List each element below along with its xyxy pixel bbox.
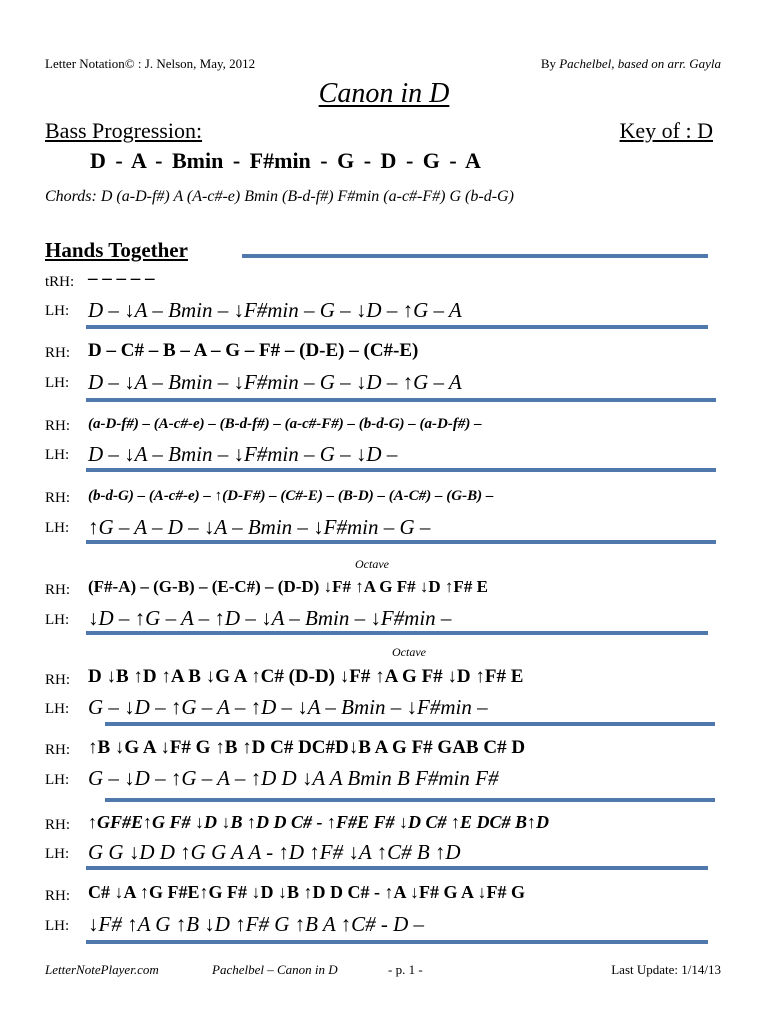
- notes-lh: ↑G – A – D – ↓A – Bmin – ↓F#min – G –: [88, 515, 431, 539]
- row-label: LH:: [45, 918, 70, 934]
- row-label: LH:: [45, 846, 70, 862]
- divider: [86, 325, 708, 329]
- notes-rh: ↑B ↓G A ↓F# G ↑B ↑D C# DC#D↓B A G F# GAB C# D: [88, 737, 526, 758]
- notes-rh: (a-D-f#) – (A-c#-e) – (B-d-f#) – (a-c#-F#) – (b-d-G) – (a-D-f#) –: [88, 416, 482, 432]
- divider: [86, 468, 716, 472]
- divider: [105, 798, 715, 802]
- header-right-credit: Pachelbel, based on arr. Gayla: [559, 56, 721, 71]
- row-label: LH:: [45, 772, 70, 788]
- row-label: tRH:: [45, 274, 75, 290]
- octave-label: Octave: [355, 557, 389, 571]
- row-label: LH:: [45, 447, 70, 463]
- notes-rh: C# ↓A ↑G F#E↑G F# ↓D ↓B ↑D D C# - ↑A ↓F# G A ↓F# G: [88, 882, 526, 902]
- divider: [86, 398, 716, 402]
- divider: [86, 866, 708, 870]
- row-label: RH:: [45, 418, 71, 434]
- row-label: RH:: [45, 817, 71, 833]
- divider: [86, 940, 708, 944]
- row-label: RH:: [45, 888, 71, 904]
- row-label: LH:: [45, 612, 70, 628]
- row-label: RH:: [45, 672, 71, 688]
- bass-progression-label: Bass Progression:: [45, 118, 203, 143]
- notes-lh: G G ↓D D ↑G G A A - ↑D ↑F# ↓A ↑C# B ↑D: [88, 840, 461, 864]
- row-label: RH:: [45, 490, 71, 506]
- notes-lh: D – ↓A – Bmin – ↓F#min – G – ↓D – ↑G – A: [88, 370, 462, 394]
- notes-rh: ↑GF#E↑G F# ↓D ↓B ↑D D C# - ↑F#E F# ↓D C# ↑E DC# B↑D: [88, 812, 550, 832]
- section-rule: [242, 254, 708, 258]
- row-label: LH:: [45, 375, 70, 391]
- footer-updated: Last Update: 1/14/13: [611, 962, 721, 977]
- row-label: RH:: [45, 582, 71, 598]
- row-label: LH:: [45, 303, 70, 319]
- key-label: Key of : D: [619, 118, 713, 143]
- footer-page: - p. 1 -: [388, 962, 423, 977]
- chords-legend: Chords: D (a-D-f#) A (A-c#-e) Bmin (B-d-f#) F#min (a-c#-F#) G (b-d-G): [45, 188, 514, 205]
- notes-lh: ↓D – ↑G – A – ↑D – ↓A – Bmin – ↓F#min –: [88, 606, 452, 630]
- notes-lh: G – ↓D – ↑G – A – ↑D D ↓A A Bmin B F#min F#: [88, 766, 499, 790]
- header-left: Letter Notation© : J. Nelson, May, 2012: [45, 56, 256, 71]
- notes-rh: D – C# – B – A – G – F# – (D-E) – (C#-E): [88, 340, 419, 361]
- notes-trh: – – – – –: [88, 268, 155, 289]
- divider: [105, 722, 715, 726]
- notes-rh: (F#-A) – (G-B) – (E-C#) – (D-D) ↓F# ↑A G F# ↓D ↑F# E: [88, 577, 488, 596]
- header-right: [541, 56, 721, 72]
- page-title: Canon in D: [318, 78, 450, 109]
- notes-lh: ↓F# ↑A G ↑B ↓D ↑F# G ↑B A ↑C# - D –: [88, 912, 424, 936]
- header-right-prefix: By: [540, 56, 560, 71]
- footer-site: LetterNotePlayer.com: [45, 962, 159, 977]
- notes-lh: D – ↓A – Bmin – ↓F#min – G – ↓D –: [88, 442, 398, 466]
- divider: [86, 540, 716, 544]
- row-label: RH:: [45, 742, 71, 758]
- notes-lh: G – ↓D – ↑G – A – ↑D – ↓A – Bmin – ↓F#min –: [88, 695, 488, 719]
- divider: [86, 631, 708, 635]
- bass-progression: D - A - Bmin - F#min - G - D - G - A: [90, 148, 481, 173]
- row-label: RH:: [45, 345, 71, 361]
- row-label: LH:: [45, 520, 70, 536]
- footer-piece: Pachelbel – Canon in D: [212, 962, 338, 977]
- section-title: Hands Together: [45, 238, 188, 262]
- octave-label: Octave: [392, 645, 426, 659]
- notes-rh: D ↓B ↑D ↑A B ↓G A ↑C# (D-D) ↓F# ↑A G F# ↓D ↑F# E: [88, 666, 524, 687]
- notes-rh: (b-d-G) – (A-c#-e) – ↑(D-F#) – (C#-E) – (B-D) – (A-C#) – (G-B) –: [88, 488, 494, 504]
- row-label: LH:: [45, 701, 70, 717]
- notes-lh: D – ↓A – Bmin – ↓F#min – G – ↓D – ↑G – A: [88, 298, 462, 322]
